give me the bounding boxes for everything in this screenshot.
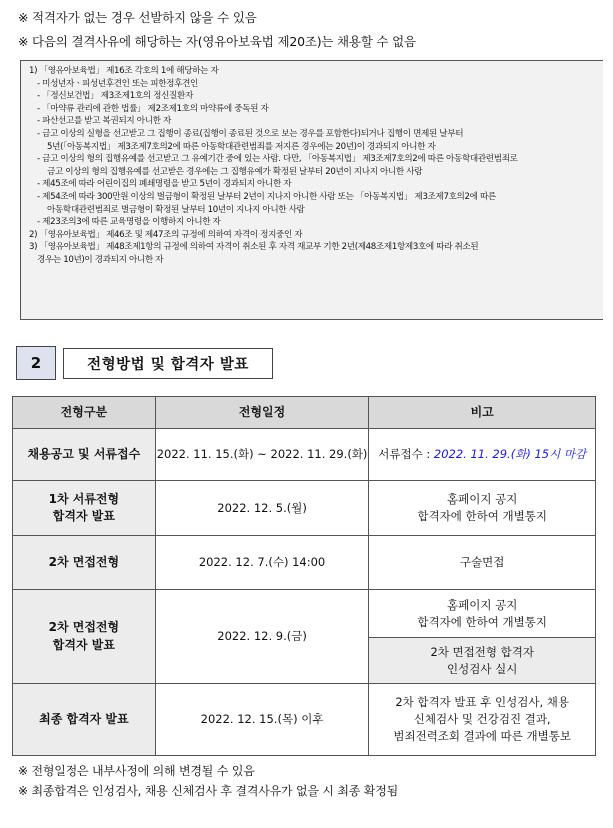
note-schedule-change: ※ 전형일정은 내부사정에 의해 변경될 수 있음 — [18, 764, 255, 778]
list-item: - 파산선고를 받고 복권되지 아니한 자 — [37, 116, 171, 127]
table-row — [13, 684, 596, 756]
note-no-qualified: ※ 적격자가 없는 경우 선발하지 않을 수 있음 — [18, 10, 257, 25]
stage-cell — [13, 590, 156, 684]
note-disqualification: ※ 다음의 결격사유에 해당하는 자(영유아보육법 제20조)는 채용할 수 없음 — [18, 34, 416, 49]
list-item: 경우는 10년)이 경과되지 아니한 자 — [37, 254, 164, 265]
list-item: - 제23조의3에 따른 교육명령을 이행하지 아니한 자 — [37, 217, 221, 228]
list-item: - 제45조에 따라 어린이집의 폐쇄명령을 받고 5년이 경과되지 아니한 자 — [37, 179, 292, 190]
header-note: 비고 — [369, 397, 596, 429]
note-cell — [369, 590, 596, 638]
list-item: - 「마약류 관리에 관한 법률」 제2조제1호의 마약류에 중독된 자 — [37, 103, 269, 114]
stage-cell — [13, 481, 156, 536]
stage-cell: 2차 면접전형 — [13, 536, 156, 590]
list-item: - 「정신보건법」 제3조제1호의 정신질환자 — [37, 91, 193, 102]
list-item: 1) 「영유아보육법」 제16조 각호의 1에 해당하는 자 — [29, 66, 219, 76]
list-item: 3) 「영유아보육법」 제48조제1항의 규정에 의하여 자격이 취소된 후 자격 재교부 기한 2년(제48조제1항제3호에 따라 취소된 — [29, 242, 479, 253]
note-cell — [369, 638, 596, 684]
note-line: 신체검사 및 건강검진 결과, — [413, 712, 551, 727]
note-line: 합격자에 한하여 개별통지 — [417, 614, 547, 629]
section-number: 2 — [16, 346, 56, 380]
stage-line: 2차 면접전형 — [48, 620, 120, 635]
date-cell: 2022. 12. 9.(금) — [155, 590, 369, 684]
note-cell: 구술면접 — [369, 536, 596, 590]
table-header-row — [13, 397, 596, 429]
list-item: 아동학대관련범죄로 벌금형이 확정된 날부터 10년이 지나지 아니한 사람 — [47, 204, 305, 215]
note-line: 2차 면접전형 합격자 — [430, 644, 534, 659]
date-cell: 2022. 12. 5.(월) — [155, 481, 369, 536]
list-item: - 미성년자ㆍ피성년후견인 또는 피한정후견인 — [37, 78, 198, 89]
date-cell: 2022. 11. 15.(화) ~ 2022. 11. 29.(화) — [155, 429, 369, 481]
note-line: 홈페이지 공지 — [447, 597, 518, 612]
stage-cell: 최종 합격자 발표 — [13, 684, 156, 756]
date-cell: 2022. 12. 15.(목) 이후 — [155, 684, 369, 756]
header-stage: 전형구분 — [13, 397, 156, 429]
header-date: 전형일정 — [155, 397, 369, 429]
deadline-highlight: 2022. 11. 29.(화) 15시 마감 — [433, 447, 587, 462]
table-row — [13, 481, 596, 536]
note-cell — [369, 481, 596, 536]
list-item: - 금고 이상의 실형을 선고받고 그 집행이 종료(집행이 종료된 것으로 보는 경우를 포함한다)되거나 집행이 면제된 날부터 — [37, 128, 464, 139]
stage-line: 합격자 발표 — [52, 509, 115, 523]
note-line: 인성검사 실시 — [447, 661, 518, 676]
date-cell: 2022. 12. 7.(수) 14:00 — [155, 536, 369, 590]
table-row — [13, 590, 596, 638]
section-title: 전형방법 및 합격자 발표 — [63, 348, 273, 379]
note-line: 범죄전력조회 결과에 따른 개별통보 — [393, 728, 571, 743]
table-row — [13, 536, 596, 590]
list-item: 2) 「영유아보육법」 제46조 및 제47조의 규정에 의하여 자격이 정지중인 자 — [29, 229, 303, 240]
list-item: - 제54조에 따라 300만원 이상의 벌금형이 확정된 날부터 2년이 지나지 아니한 사람 또는 「아동복지법」 제3조제7호의2에 따른 — [37, 191, 496, 202]
table-row — [13, 429, 596, 481]
note-prefix: 서류접수 : — [378, 447, 434, 462]
note-line: 홈페이지 공지 — [447, 492, 518, 507]
list-item: - 금고 이상의 형의 집행유예를 선고받고 그 유예기간 중에 있는 사람. 다만, 「아동복지법」 제3조제7호의2에 따른 아동학대관련범죄로 — [37, 154, 518, 165]
stage-cell: 채용공고 및 서류접수 — [13, 429, 156, 481]
list-item: 금고 이상의 형의 집행유예를 선고받은 경우에는 그 집행유예가 확정된 날부터 20년이 지나지 아니한 사람 — [47, 166, 423, 177]
note-line: 2차 합격자 발표 후 인성검사, 채용 — [395, 695, 570, 710]
list-item: 5년(「아동복지법」 제3조제7호의2에 따른 아동학대관련범죄를 저지른 경우에는 20년)이 경과되지 아니한 자 — [47, 141, 436, 152]
stage-line: 합격자 발표 — [52, 637, 115, 652]
note-cell — [369, 684, 596, 756]
note-final-confirmation: ※ 최종합격은 인성검사, 채용 신체검사 후 결격사유가 없을 시 최종 확정됨 — [18, 784, 398, 798]
schedule-table — [12, 396, 596, 756]
disqualification-box — [20, 60, 603, 320]
note-line: 합격자에 한하여 개별통지 — [417, 509, 547, 523]
note-cell — [369, 429, 596, 481]
stage-line: 1차 서류전형 — [48, 491, 120, 506]
